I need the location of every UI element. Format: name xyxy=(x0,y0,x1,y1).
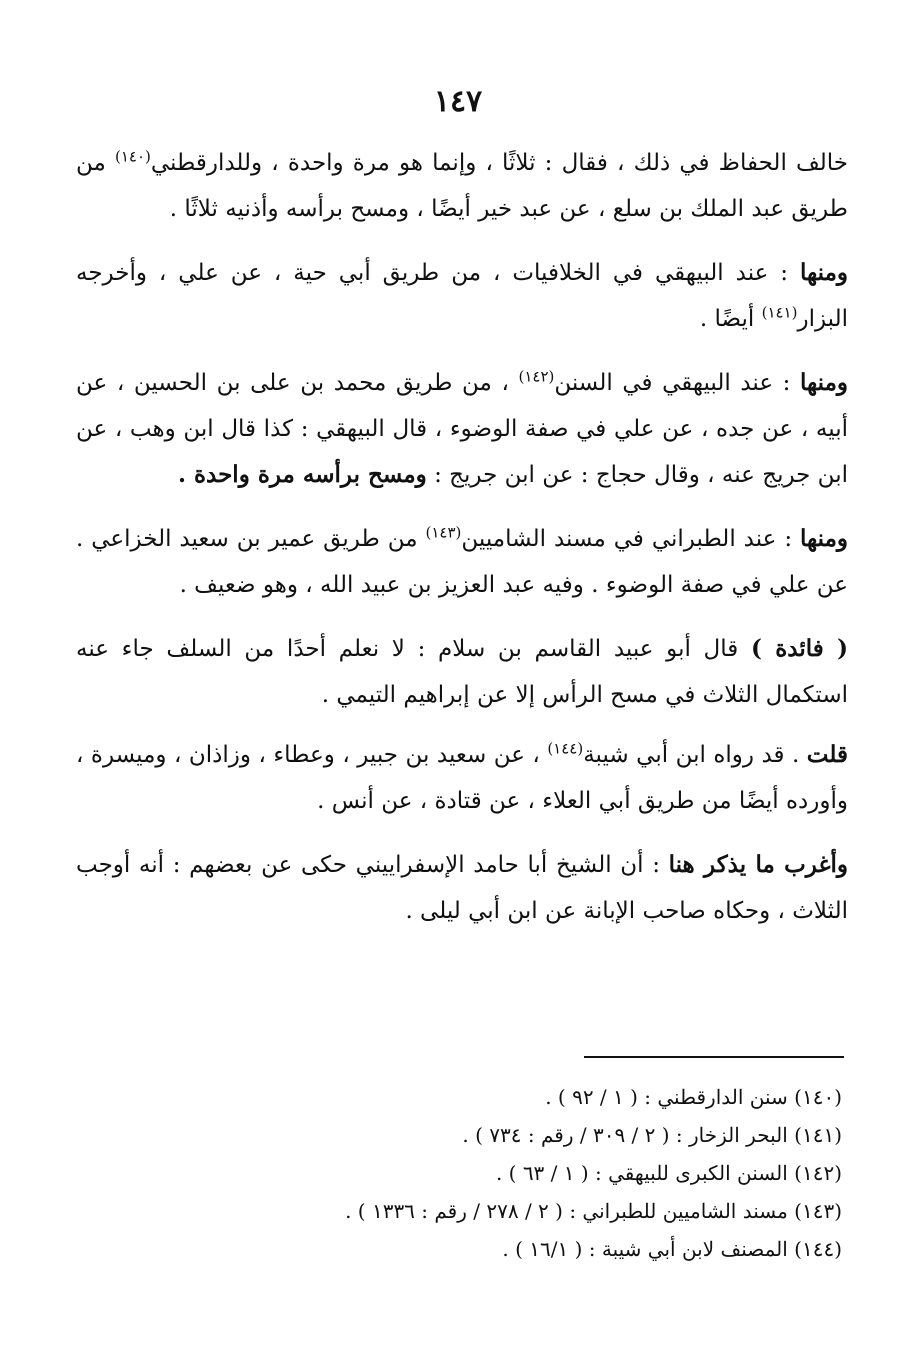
paragraph-3 xyxy=(76,360,848,498)
paragraph-6 xyxy=(76,732,848,824)
page-number: ١٤٧ xyxy=(433,84,483,119)
paragraph-text: من طريق عمير بن سعيد الخزاعي . عن علي في صفة الوضوء . وفيه عبد العزيز بن عبيد الله ، وهو ضعيف . xyxy=(76,526,848,598)
paragraph-text: قال أبو عبيد القاسم بن سلام : لا نعلم أحدًا من السلف جاء عنه استكمال الثلاث في مسح الرأس إلا عن إبراهيم التيمي . xyxy=(76,636,848,708)
paragraph-text: : أن الشيخ أبا حامد الإسفراييني حكى عن بعضهم : أنه أوجب الثلاث ، وحكاه صاحب الإبانة عن ابن أبي ليلى . xyxy=(76,852,848,924)
footnote-ref: (١٤٠) xyxy=(114,147,151,166)
paragraph-text: ، عن سعيد بن جبير ، وعطاء ، وزاذان ، وميسرة ، وأورده أيضًا من طريق أبي العلاء ، عن قتادة ، عن أنس . xyxy=(76,742,848,814)
paragraph-text: من طريق عبد الملك بن سلع ، عن عبد خير أيضًا ، ومسح برأسه وأذنيه ثلاثًا . xyxy=(76,150,848,222)
paragraph-bold-tail: ومسح برأسه مرة واحدة . xyxy=(177,461,427,488)
paragraph-lead: قلت xyxy=(806,741,848,768)
paragraph-text: خالف الحفاظ في ذلك ، فقال : ثلاثًا ، وإنما هو مرة واحدة ، وللدارقطني xyxy=(150,150,849,176)
footnote-item: (١٤٢) السنن الكبرى للبيهقي : ( ١ / ٦٣ ) . xyxy=(495,1161,842,1185)
footnote-item: (١٤٣) مسند الشاميين للطبراني : ( ٢ / ٢٧٨ / رقم : ١٣٣٦ ) . xyxy=(345,1199,842,1223)
paragraph-lead: ومنها xyxy=(800,525,849,552)
main-text xyxy=(76,140,848,952)
paragraph-text: : عند البيهقي في الخلافيات ، من طريق أبي حية ، عن علي ، وأخرجه البزار xyxy=(76,260,848,332)
paragraph-text: أيضًا . xyxy=(699,306,762,332)
paragraph-lead: ومنها xyxy=(800,369,848,396)
paragraph-lead: ومنها xyxy=(800,259,848,286)
paragraph-lead: وأغرب ما يذكر هنا xyxy=(668,851,848,878)
footnote-item: (١٤٠) سنن الدارقطني : ( ١ / ٩٢ ) . xyxy=(545,1085,842,1109)
footnote-ref: (١٤١) xyxy=(761,303,798,322)
paragraph-2 xyxy=(76,250,848,342)
paragraph-4 xyxy=(76,516,848,608)
paragraph-text: ، من طريق محمد بن على بن الحسين ، عن أبيه ، عن جده ، عن علي في صفة الوضوء ، قال البيهقي : كذا قال ابن وهب ، عن ابن جريج عنه ، وقال حجاج : عن ابن جريج : xyxy=(76,370,848,488)
footnote-item: (١٤١) البحر الزخار : ( ٢ / ٣٠٩ / رقم : ٧٣٤ ) . xyxy=(462,1123,842,1147)
footnote-ref: (١٤٣) xyxy=(425,523,462,542)
footnote-divider xyxy=(584,1056,844,1058)
paragraph-text: . قد رواه ابن أبي شيبة xyxy=(583,742,807,768)
footnote-ref: (١٤٤) xyxy=(547,739,584,758)
paragraph-text: : عند البيهقي في السنن xyxy=(554,370,801,396)
paragraph-lead: ( فائدة ) xyxy=(750,635,848,662)
paragraph-1 xyxy=(76,140,848,232)
paragraph-7 xyxy=(76,842,848,934)
footnotes xyxy=(90,1078,842,1268)
footnote-ref: (١٤٢) xyxy=(518,367,555,386)
paragraph-5 xyxy=(76,626,848,718)
footnote-item: (١٤٤) المصنف لابن أبي شيبة : ( ١٦/١ ) . xyxy=(502,1237,842,1261)
paragraph-text: : عند الطبراني في مسند الشاميين xyxy=(461,526,801,552)
